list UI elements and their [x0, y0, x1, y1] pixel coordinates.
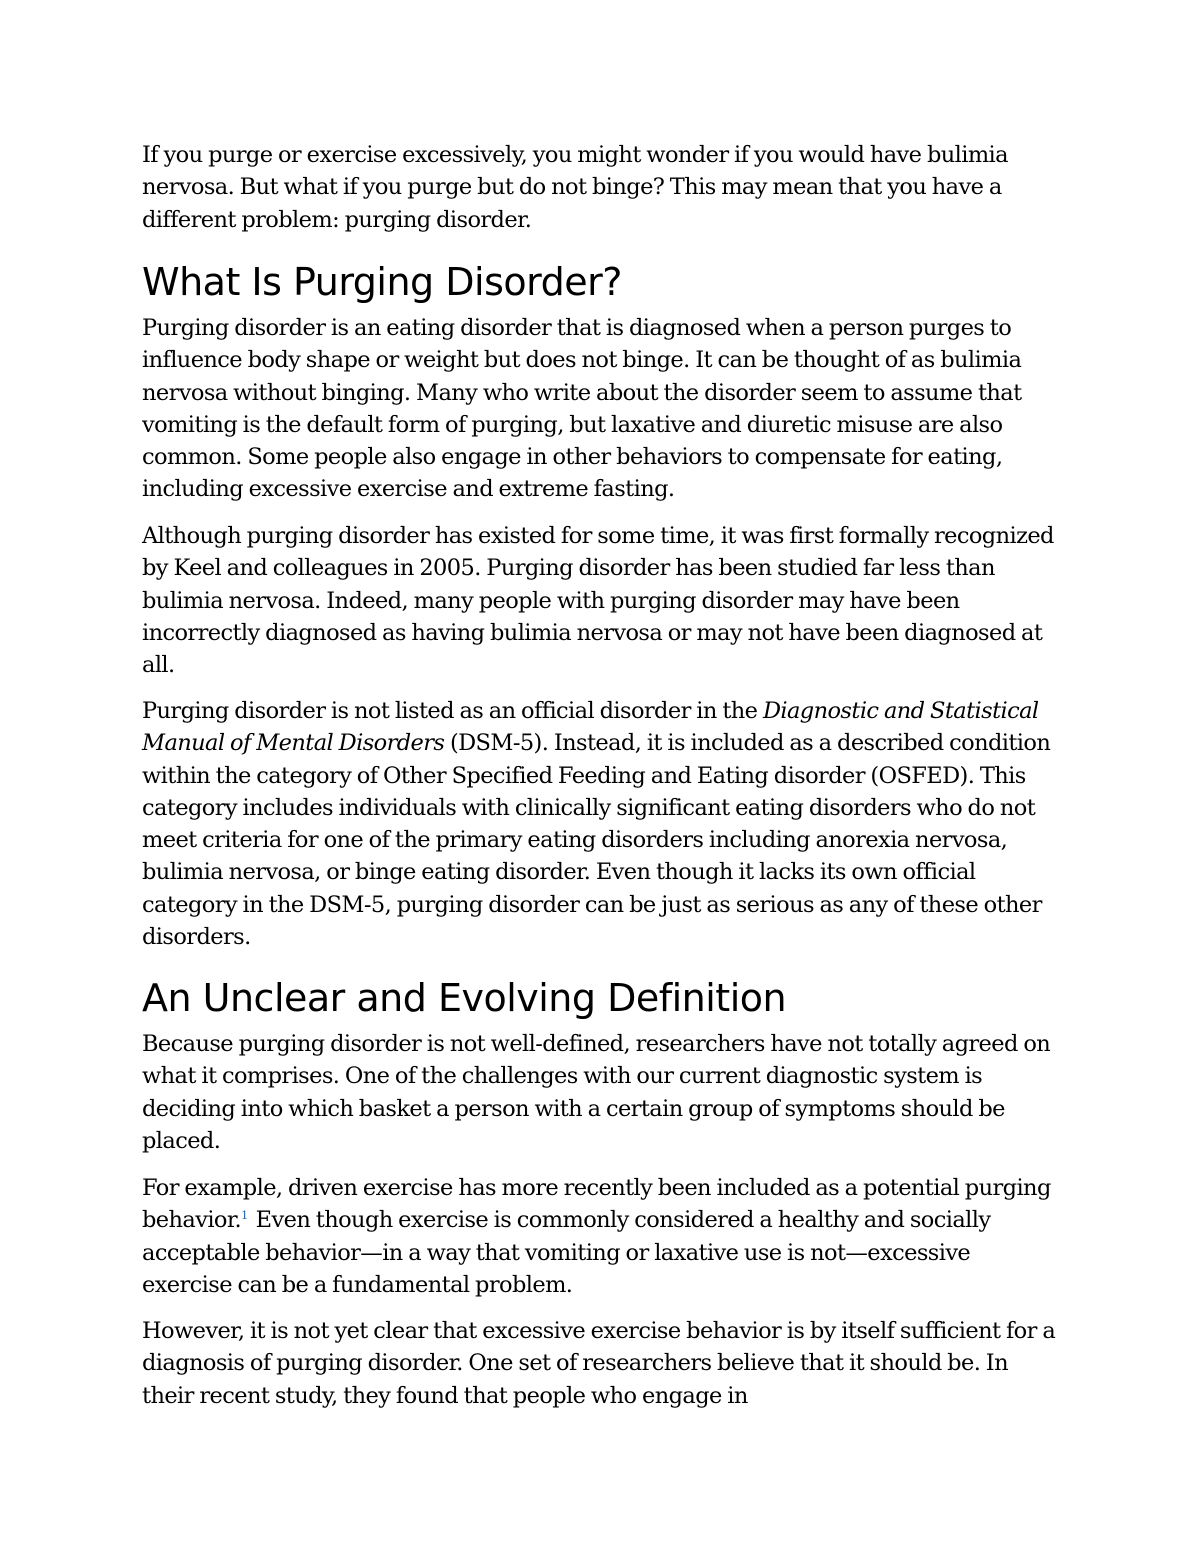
however-paragraph: However, it is not yet clear that excessive exercise behavior is by itself sufficient for a diagnosis of purging disorder. One set of researchers believe that it should be. In their recent study, they found that people who engage in — [142, 1318, 1056, 1409]
dsm-paragraph — [142, 695, 1057, 953]
section-heading-unclear-definition: An Unclear and Evolving Definition — [142, 976, 787, 1020]
intro-paragraph: If you purge or exercise excessively, you might wonder if you would have bulimia nervosa. But what if you purge but do not binge? This may mean that you have a different problem: purging disorder. — [142, 142, 1008, 233]
section-heading-what-is-purging-disorder: What Is Purging Disorder? — [142, 260, 622, 304]
dsm-manual-title: Diagnostic and Statistical Manual of Mental Disorders — [142, 698, 1039, 757]
example-paragraph-start: For example, driven exercise has more recently been included as a potential purging behavior. — [142, 1175, 1051, 1234]
example-paragraph — [142, 1172, 1057, 1301]
footnote-link[interactable]: 1 — [241, 1209, 249, 1223]
because-paragraph: Because purging disorder is not well-defined, researchers have not totally agreed on what it comprises. One of the challenges with our current diagnostic system is deciding into which basket a person with a certain group of symptoms should be placed. — [142, 1031, 1051, 1154]
history-paragraph: Although purging disorder has existed for some time, it was first formally recognized by Keel and colleagues in 2005. Purging disorder has been studied far less than bulimia nervosa. Indeed, many people with purging disorder may have been incorrectly diagnosed as having bulimia nervosa or may not have been diagnosed at all. — [142, 523, 1054, 679]
dsm-paragraph-start: Purging disorder is not listed as an official disorder in the — [142, 698, 763, 724]
example-paragraph-end: Even though exercise is commonly considered a healthy and socially acceptable behavior—in a way that vomiting or laxative use is not—excessive exercise can be a fundamental problem. — [142, 1207, 991, 1298]
dsm-paragraph-end: (DSM-5). Instead, it is included as a described condition within the category of Other Specified Feeding and Eating disorder (OSFED). This category includes individuals with clinically significant eating disorders who do not meet criteria for one of the primary eating disorders including anorexia nervosa, bulimia nervosa, or binge eating disorder. Even though it lacks its own official category in the DSM-5, purging disorder can be just as serious as any of these other disorders. — [142, 730, 1051, 951]
definition-paragraph: Purging disorder is an eating disorder that is diagnosed when a person purges to influence body shape or weight but does not binge. It can be thought of as bulimia nervosa without binging. Many who write about the disorder seem to assume that vomiting is the default form of purging, but laxative and diuretic misuse are also common. Some people also engage in other behaviors to compensate for eating, including excessive exercise and extreme fasting. — [142, 315, 1022, 503]
